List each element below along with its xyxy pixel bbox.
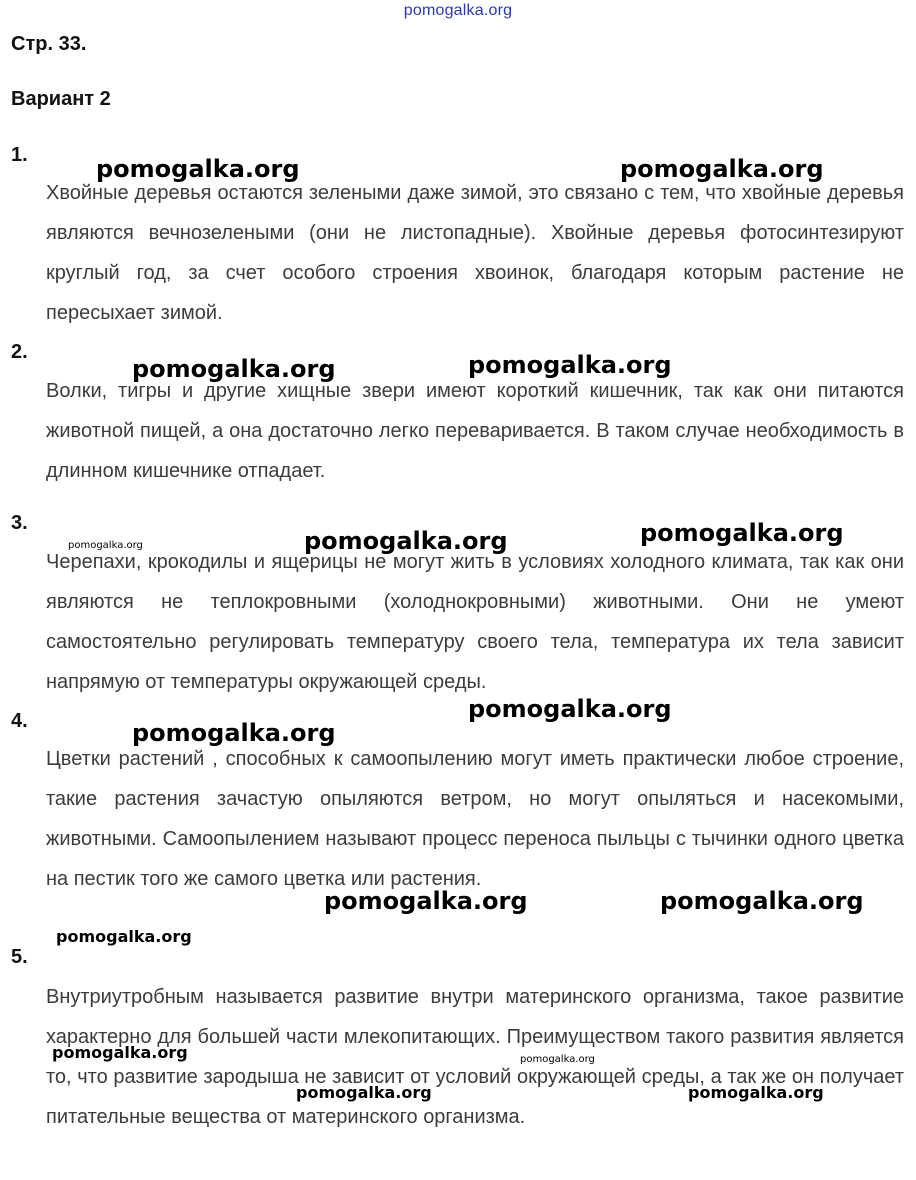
- answer-1-text: Хвойные деревья остаются зелеными даже зимой, это связано с тем, что хвойные деревья являются вечнозелеными (они не листопадные). Хвойные деревья фотосинтезируют круглый год, за счет особого строения хвоинок, благодаря которым растение не пересыхает зимой.: [46, 182, 904, 324]
- watermark: pomogalka.org: [304, 527, 508, 555]
- watermark: pomogalka.org: [468, 695, 672, 723]
- answer-2-text: Волки, тигры и другие хищные звери имеют короткий кишечник, так как они питаются животной пищей, а она достаточно легко переваривается. В таком случае необходимость в длинном кишечнике отпадает.: [46, 380, 904, 482]
- answer-4-text: Цветки растений , способных к самоопылению могут иметь практически любое строение, такие растения зачастую опыляются ветром, но могут опыляться и насекомыми, животными. Самоопылением называют процесс переноса пыльцы с тычинки одного цветка на пестик того же самого цветка или растения.: [46, 748, 904, 890]
- watermark: pomogalka.org: [132, 355, 336, 383]
- watermark: pomogalka.org: [640, 519, 844, 547]
- site-header-link[interactable]: pomogalka.org: [403, 2, 513, 19]
- answer-3-text: Черепахи, крокодилы и ящерицы не могут жить в условиях холодного климата, так как они являются не теплокровными (холоднокровными) животными. Они не умеют самостоятельно регулировать температуру своего тела, температура их тела зависит напрямую от температуры окружающей среды.: [46, 551, 904, 693]
- watermark: pomogalka.org: [132, 719, 336, 747]
- answer-4-number: 4.: [11, 710, 28, 732]
- answer-3-number: 3.: [11, 512, 28, 534]
- answer-5-text: Внутриутробным называется развитие внутри материнского организма, такое развитие характерно для большей части млекопитающих. Преимуществом такого развития является то, что развитие зародыша не зависит от условий окружающей среды, а так же он получает питательные вещества от материнского организма.: [46, 986, 904, 1128]
- watermark: pomogalka.org: [520, 1054, 595, 1065]
- watermark: pomogalka.org: [56, 927, 192, 946]
- watermark: pomogalka.org: [96, 155, 300, 183]
- watermark: pomogalka.org: [620, 155, 824, 183]
- watermark: pomogalka.org: [660, 887, 864, 915]
- watermark: pomogalka.org: [324, 887, 528, 915]
- answer-5-number: 5.: [11, 946, 28, 968]
- answer-1-number: 1.: [11, 144, 28, 166]
- watermark: pomogalka.org: [296, 1083, 432, 1102]
- watermark: pomogalka.org: [68, 540, 143, 551]
- page-label: Стр. 33.: [11, 33, 87, 55]
- watermark: pomogalka.org: [468, 351, 672, 379]
- watermark: pomogalka.org: [52, 1043, 188, 1062]
- watermark: pomogalka.org: [688, 1083, 824, 1102]
- variant-label: Вариант 2: [11, 88, 111, 110]
- answer-2-number: 2.: [11, 341, 28, 363]
